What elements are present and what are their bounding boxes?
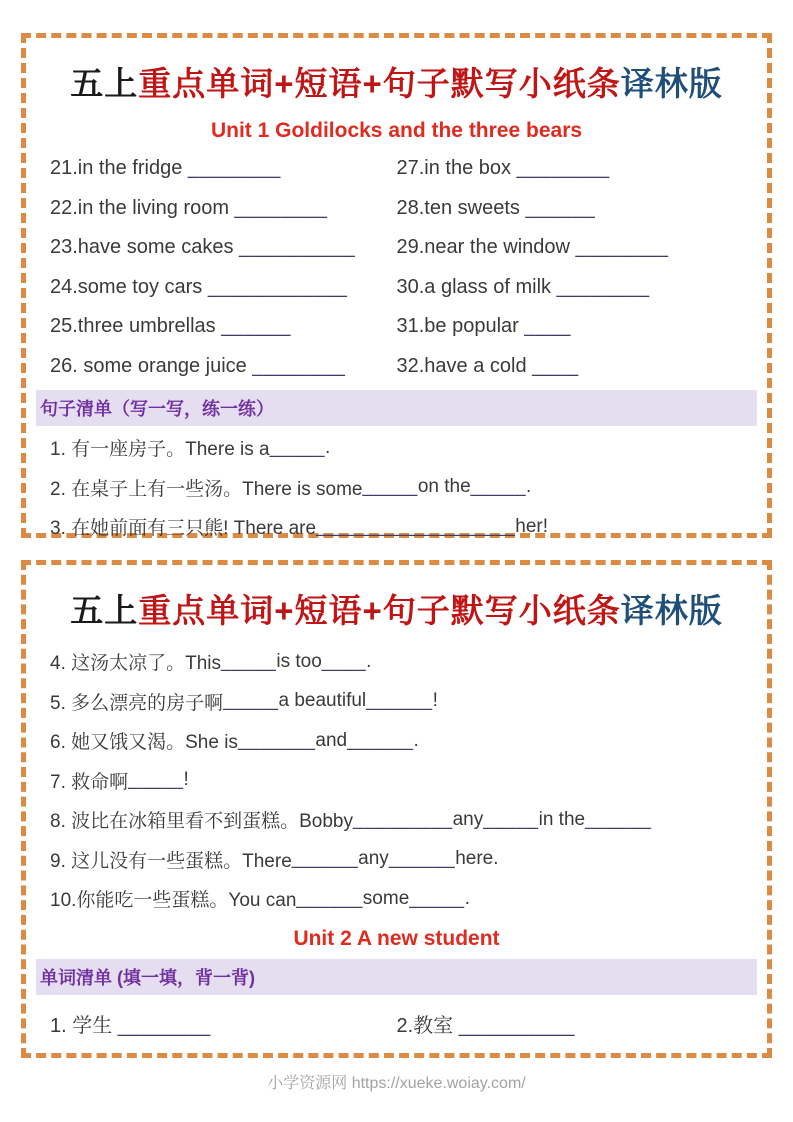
sentence-line: 8. 波比在冰箱里看不到蛋糕。Bobby _________ any _____ in the ______ xyxy=(50,808,652,833)
sentence-line: 6. 她又饿又渴。She is _______ and ______ . xyxy=(50,729,419,754)
fill-in-blank: ________ xyxy=(516,157,610,180)
fill-in-blank: _____ xyxy=(409,887,465,909)
fill-in-blank: __________ xyxy=(458,1014,575,1037)
sentence-list-banner: 句子清单（写一写，练一练） xyxy=(36,390,757,426)
fill-in-blank: ______ xyxy=(585,808,652,830)
word-item: 25.three umbrellas ______ xyxy=(50,315,291,338)
word-item: 23.have some cakes __________ xyxy=(50,236,356,259)
fill-in-blank: ______ xyxy=(296,887,363,909)
fill-in-blank: _________ xyxy=(353,808,453,830)
word-item: 32.have a cold ____ xyxy=(396,354,579,377)
sentence-list xyxy=(50,428,743,547)
fill-in-blank: _____ xyxy=(483,808,539,830)
title-main: 重点单词+短语+句子默写小纸条 xyxy=(138,65,621,102)
word-item: 21.in the fridge ________ xyxy=(50,157,281,180)
title-prefix: 五上 xyxy=(70,65,139,102)
title-main: 重点单词+短语+句子默写小纸条 xyxy=(138,592,621,629)
sentence-list xyxy=(50,642,743,919)
sentence-line: 4. 这汤太凉了。This _____ is too ____ . xyxy=(50,650,372,675)
word-item: 31.be popular ____ xyxy=(396,315,571,338)
fill-in-blank: ______ xyxy=(525,196,596,219)
page-title xyxy=(50,58,743,105)
sentence-line: 2. 在桌子上有一些汤。There is some _____ on the _____ . xyxy=(50,476,532,500)
fill-in-blank: ________ xyxy=(252,354,346,377)
sentence-line: 5. 多么漂亮的房子啊 _____ a beautiful ______ ! xyxy=(50,690,438,714)
worksheet-card-2 xyxy=(21,560,772,1058)
fill-in-blank: _____ xyxy=(470,476,527,498)
word-list-banner: 单词清单 (填一填，背一背) xyxy=(36,959,757,995)
word-item: 29.near the window ________ xyxy=(396,236,669,259)
sentence-line: 9. 这儿没有一些蛋糕。There ______ any ______ here. xyxy=(50,848,499,872)
word-item: 26. some orange juice ________ xyxy=(50,354,346,377)
word-item: 22.in the living room ________ xyxy=(50,196,328,219)
title-suffix: 译林版 xyxy=(620,65,723,102)
word-item: 30.a glass of milk ________ xyxy=(396,275,650,298)
fill-in-blank: ____ xyxy=(524,315,571,338)
word-item: 1. 学生 ________ xyxy=(50,1014,211,1037)
word-list xyxy=(50,149,743,386)
fill-in-blank: _____ xyxy=(221,650,277,672)
fill-in-blank: ____________ xyxy=(207,275,348,298)
fill-in-blank: ______ xyxy=(366,690,433,712)
page-title xyxy=(50,585,743,632)
fill-in-blank: _____ xyxy=(223,690,279,712)
unit-1-heading: Unit 1 Goldilocks and the three bears xyxy=(210,119,583,142)
sentence-line: 10.你能吃一些蛋糕。You can ______ some _____ . xyxy=(50,887,470,912)
sentence-line: 3. 在她前面有三只熊! There are __________________ her! xyxy=(50,515,549,540)
fill-in-blank: ________ xyxy=(556,275,650,298)
fill-in-blank: ______ xyxy=(347,729,414,751)
fill-in-blank: __________ xyxy=(239,236,356,259)
word-list xyxy=(50,1009,743,1038)
fill-in-blank: _____ xyxy=(269,436,325,458)
word-item: 27.in the box ________ xyxy=(396,157,610,180)
fill-in-blank: ______ xyxy=(291,848,359,870)
fill-in-blank: ______ xyxy=(388,848,456,870)
word-item: 24.some toy cars ____________ xyxy=(50,275,348,298)
fill-in-blank: __________________ xyxy=(316,515,516,537)
word-item: 28.ten sweets ______ xyxy=(396,196,596,219)
fill-in-blank: ____ xyxy=(321,650,367,672)
title-prefix: 五上 xyxy=(70,592,139,629)
fill-in-blank: _______ xyxy=(237,729,316,751)
word-item: 2.教室 __________ xyxy=(396,1014,575,1037)
title-suffix: 译林版 xyxy=(620,592,723,629)
sentence-line: 1. 有一座房子。There is a _____ . xyxy=(50,436,331,461)
sentence-line: 7. 救命啊 _____ ! xyxy=(50,769,189,793)
site-footer: 小学资源网 https://xueke.woiay.com/ xyxy=(267,1075,526,1092)
unit-2-heading: Unit 2 A new student xyxy=(293,926,500,950)
fill-in-blank: ________ xyxy=(117,1014,211,1037)
fill-in-blank: _____ xyxy=(362,476,418,498)
worksheet-card-1 xyxy=(21,33,772,538)
fill-in-blank: ____ xyxy=(532,354,579,377)
fill-in-blank: ______ xyxy=(221,315,291,338)
fill-in-blank: ________ xyxy=(234,196,328,219)
fill-in-blank: ________ xyxy=(187,157,281,180)
fill-in-blank: ________ xyxy=(575,236,669,259)
fill-in-blank: _____ xyxy=(128,769,184,791)
